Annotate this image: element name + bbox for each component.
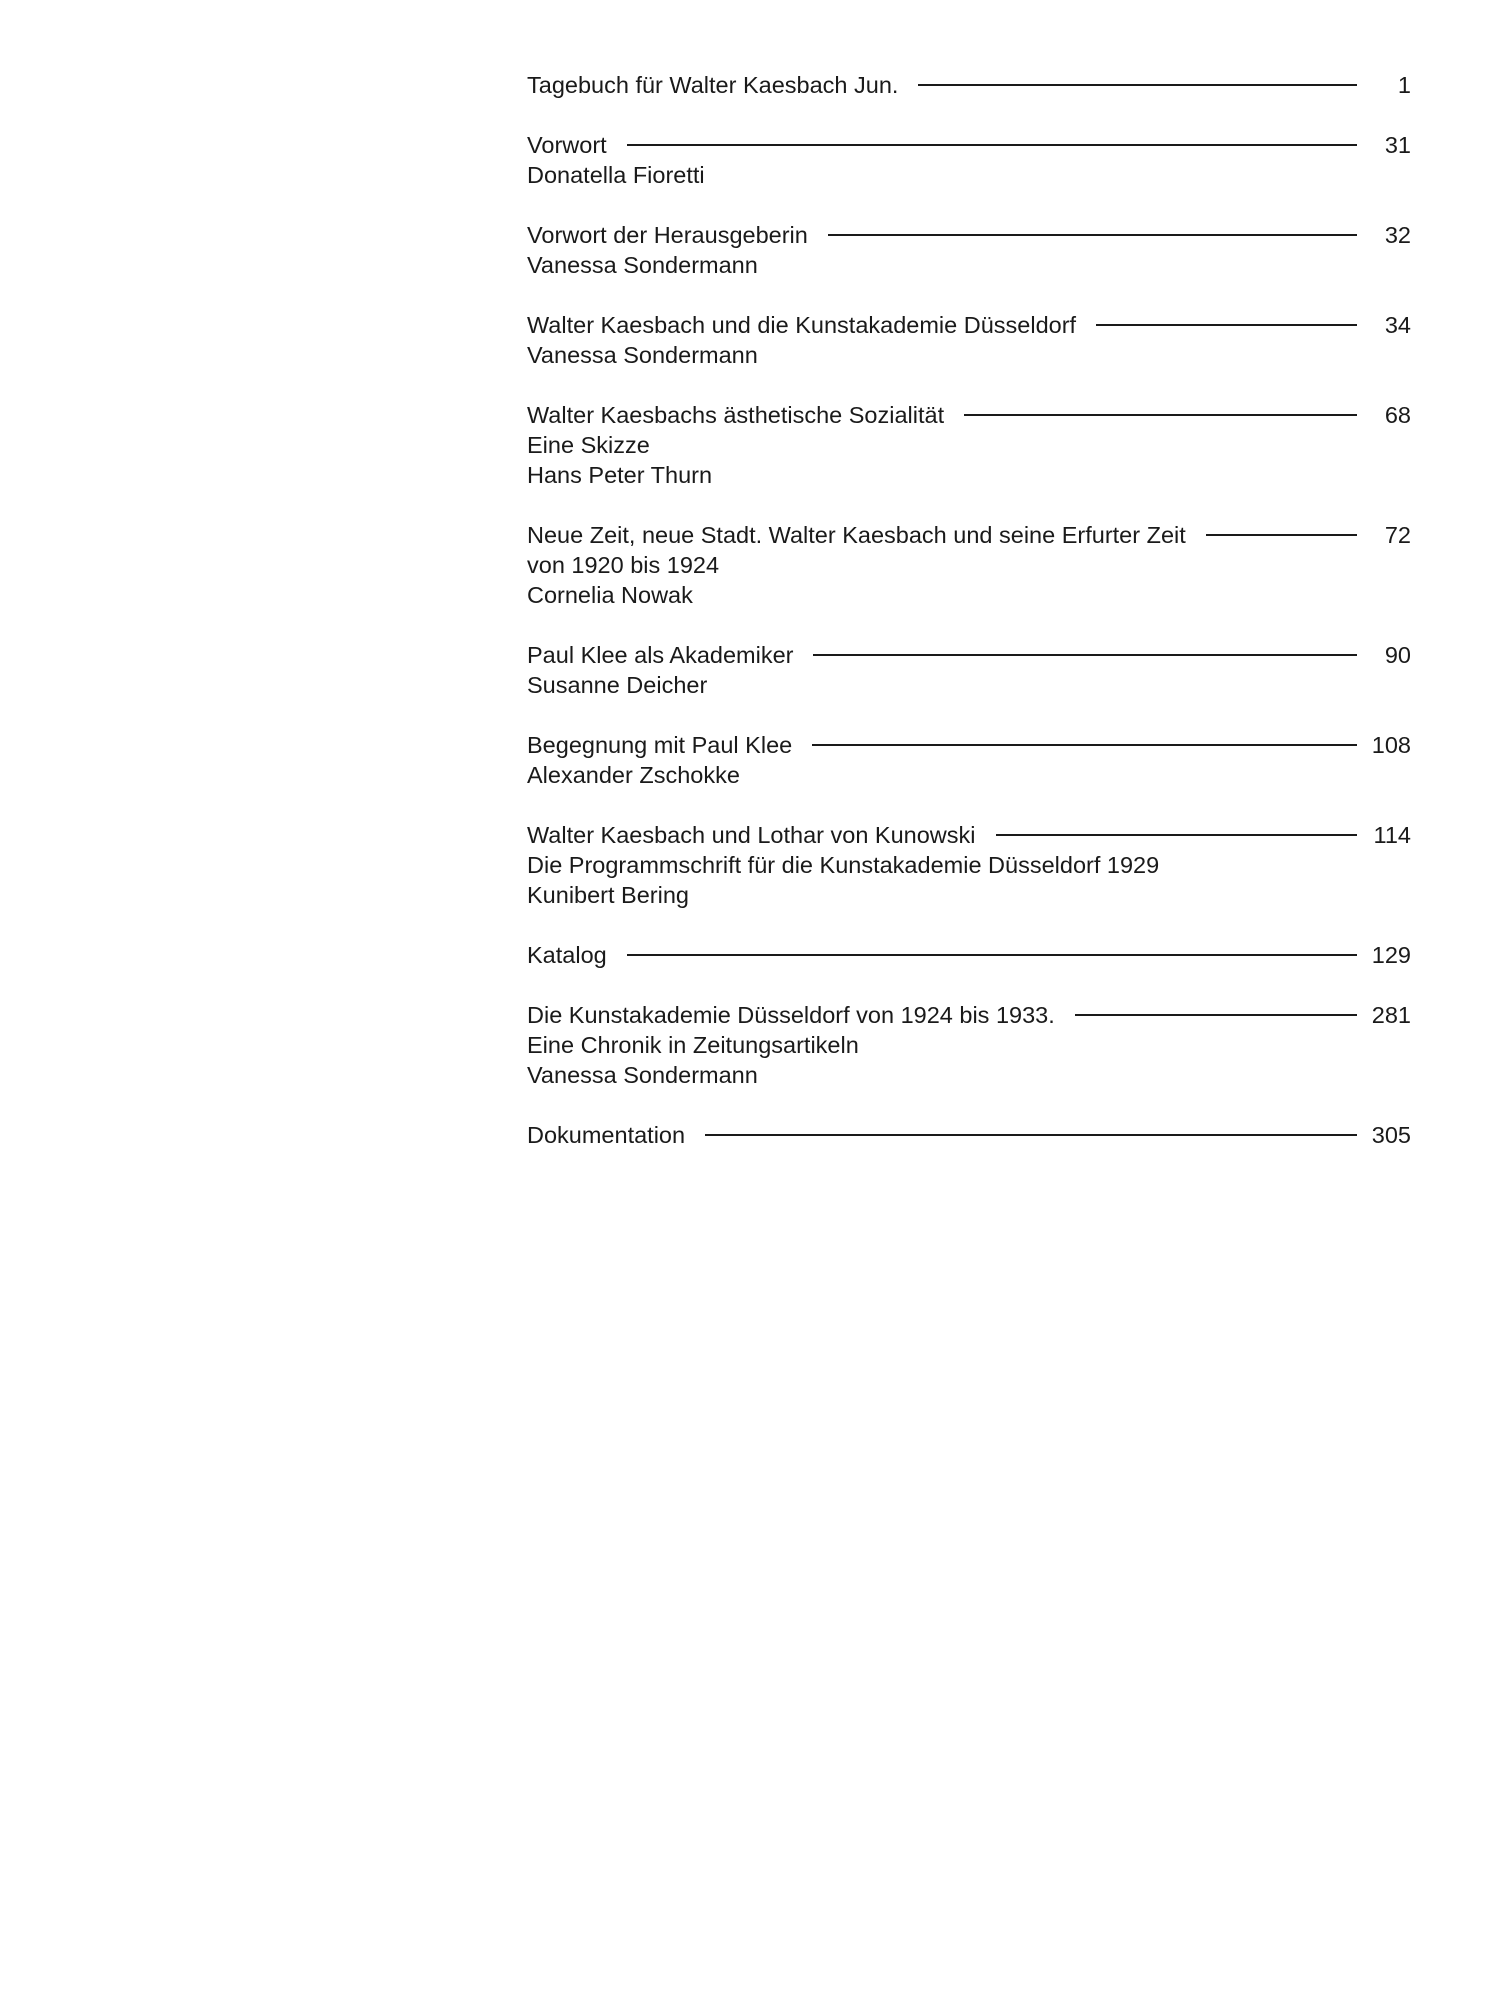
toc-entry[interactable] [527,1120,1411,1150]
toc-entry[interactable] [527,820,1411,910]
toc-page-number[interactable]: 32 [1384,222,1411,248]
toc-entry-author: Alexander Zschokke [527,762,740,788]
toc-entry-title[interactable]: Neue Zeit, neue Stadt. Walter Kaesbach und seine Erfurter Zeit [527,522,1186,548]
toc-entry[interactable] [527,310,1411,370]
toc-entry[interactable] [527,130,1411,190]
toc-entry[interactable] [527,220,1411,280]
toc-page-number[interactable]: 129 [1371,942,1411,968]
toc-page-number[interactable]: 31 [1384,132,1411,158]
table-of-contents [527,70,1411,1180]
toc-entry-title-continued: von 1920 bis 1924 [527,552,720,578]
toc-entry-title[interactable]: Walter Kaesbach und die Kunstakademie Düsseldorf [527,312,1077,338]
toc-entry-title[interactable]: Vorwort der Herausgeberin [527,222,808,248]
toc-entry-author: Vanessa Sondermann [527,342,758,368]
toc-entry-subtitle: Die Programmschrift für die Kunstakademie Düsseldorf 1929 [527,852,1160,878]
toc-entry-title[interactable]: Walter Kaesbach und Lothar von Kunowski [527,822,976,848]
leader-rule [964,414,1357,416]
toc-page-number[interactable]: 68 [1384,402,1411,428]
toc-entry-title[interactable]: Dokumentation [527,1122,686,1148]
toc-entry[interactable] [527,400,1411,490]
toc-entry-author: Vanessa Sondermann [527,252,758,278]
toc-entry-title[interactable]: Begegnung mit Paul Klee [527,732,793,758]
toc-entry[interactable] [527,1000,1411,1090]
toc-page-number[interactable]: 281 [1371,1002,1411,1028]
toc-entry[interactable] [527,520,1411,610]
toc-entry-author: Kunibert Bering [527,882,689,908]
toc-entry[interactable] [527,940,1411,970]
toc-page-number[interactable]: 72 [1384,522,1411,548]
toc-page-number[interactable]: 34 [1384,312,1411,338]
leader-rule [1096,324,1357,326]
toc-entry-author: Hans Peter Thurn [527,462,713,488]
toc-entry-title[interactable]: Die Kunstakademie Düsseldorf von 1924 bis 1933. [527,1002,1055,1028]
toc-entry[interactable] [527,730,1411,790]
leader-rule [812,744,1357,746]
toc-entry[interactable] [527,640,1411,700]
toc-entry-author: Susanne Deicher [527,672,708,698]
toc-entry-title[interactable]: Vorwort [527,132,607,158]
toc-page-number[interactable]: 305 [1371,1122,1411,1148]
leader-rule [627,144,1357,146]
leader-rule [918,84,1357,86]
toc-entry-subtitle: Eine Chronik in Zeitungsartikeln [527,1032,859,1058]
leader-rule [627,954,1357,956]
toc-page-number[interactable]: 1 [1397,72,1411,98]
leader-rule [1075,1014,1357,1016]
toc-entry-subtitle: Eine Skizze [527,432,650,458]
toc-entry-author: Donatella Fioretti [527,162,705,188]
leader-rule [1206,534,1357,536]
toc-entry-author: Cornelia Nowak [527,582,693,608]
toc-page-number[interactable]: 114 [1373,822,1411,848]
toc-entry-title[interactable]: Katalog [527,942,607,968]
toc-entry-title[interactable]: Paul Klee als Akademiker [527,642,794,668]
toc-entry-title[interactable]: Walter Kaesbachs ästhetische Sozialität [527,402,945,428]
leader-rule [705,1134,1357,1136]
toc-page-number[interactable]: 108 [1371,732,1411,758]
toc-entry-title[interactable]: Tagebuch für Walter Kaesbach Jun. [527,72,899,98]
toc-entry[interactable] [527,70,1411,100]
toc-entry-author: Vanessa Sondermann [527,1062,758,1088]
leader-rule [996,834,1358,836]
leader-rule [828,234,1357,236]
leader-rule [813,654,1357,656]
toc-page-number[interactable]: 90 [1384,642,1411,668]
